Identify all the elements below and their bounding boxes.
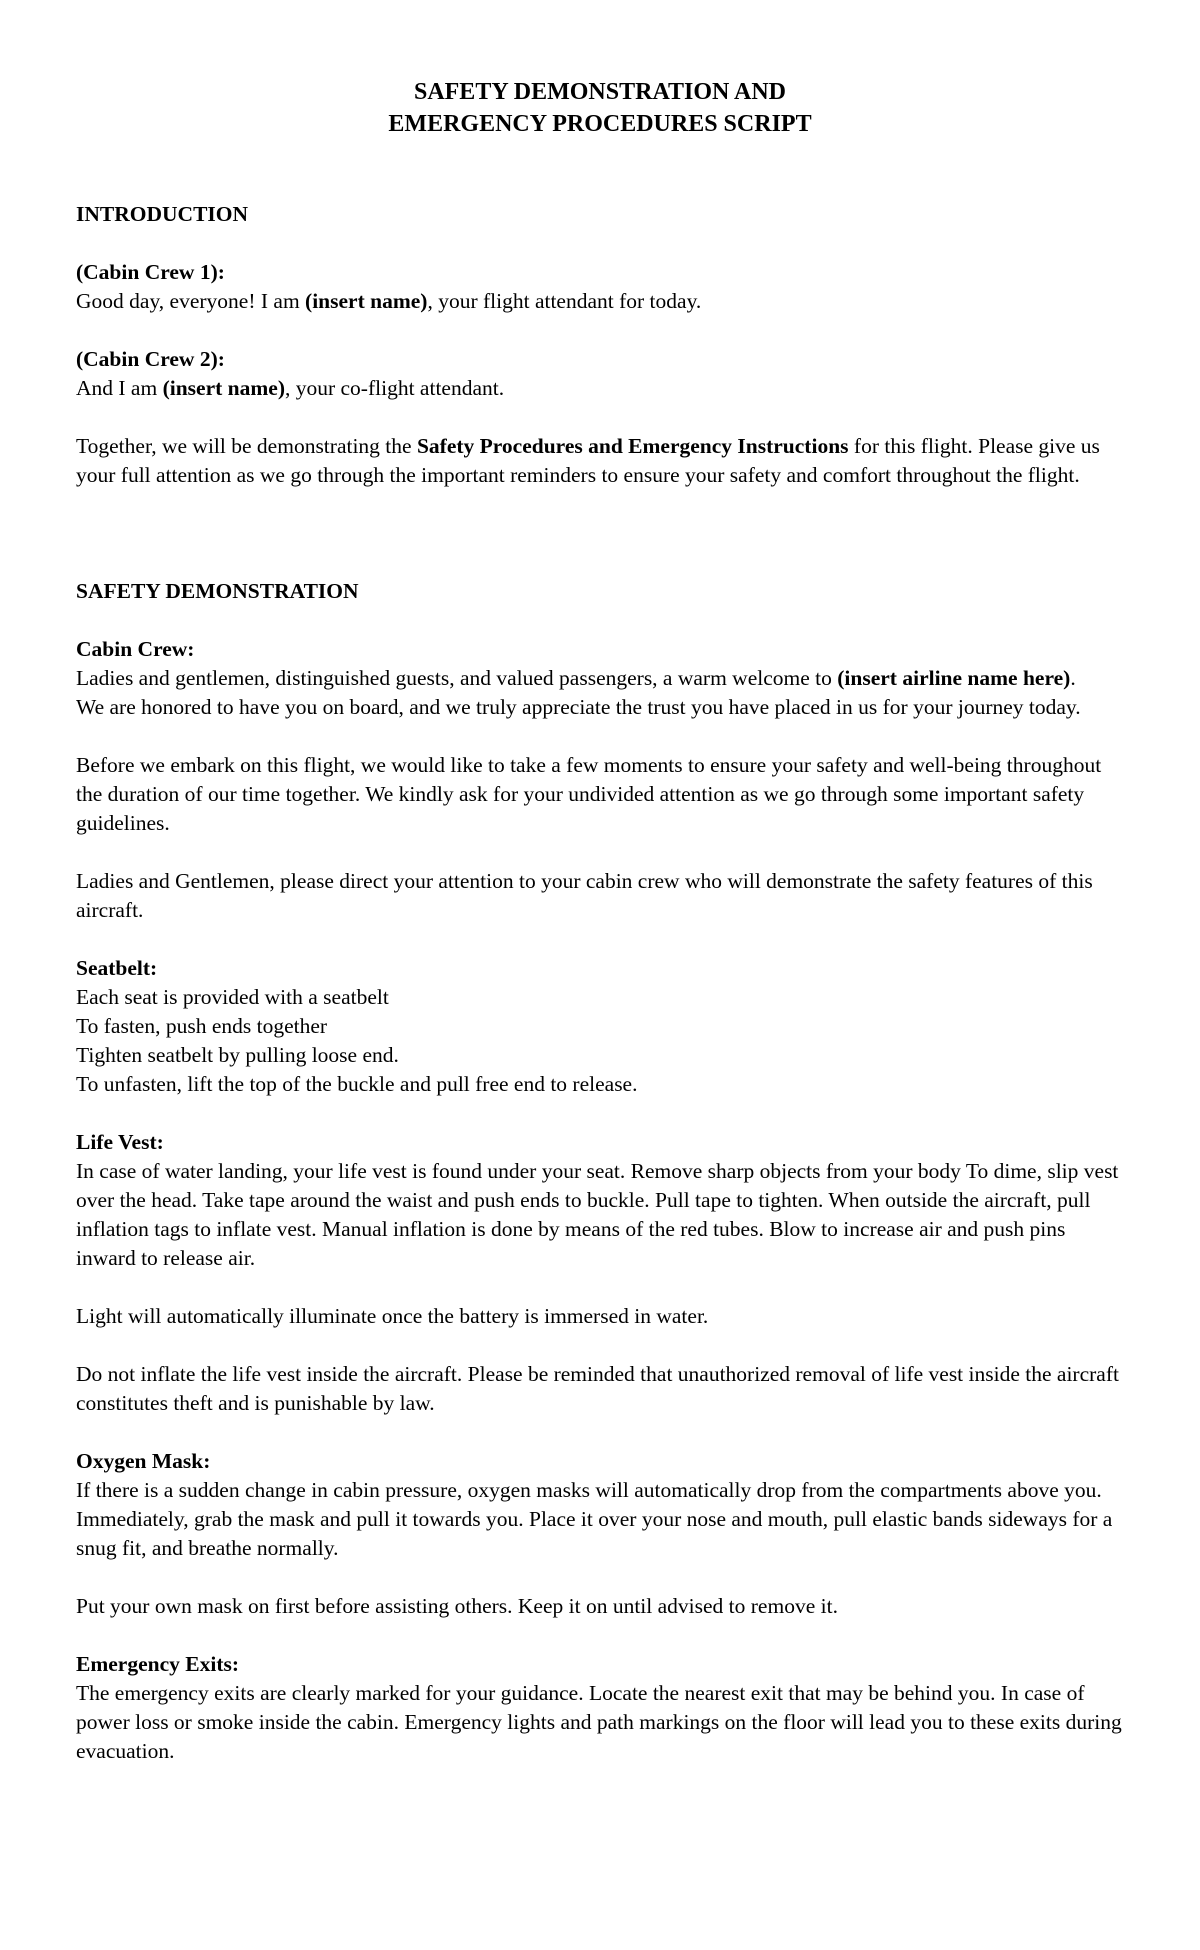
seatbelt-line: Each seat is provided with a seatbelt xyxy=(76,985,389,1009)
emergency-exits-heading: Emergency Exits: xyxy=(76,1652,240,1676)
seatbelt-heading: Seatbelt: xyxy=(76,956,158,980)
before-embark-paragraph: Before we embark on this flight, we would like to take a few moments to ensure your safety and well-being throughout the duration of our time together. We kindly ask for your undivided attention as we go through some important safety guidelines. xyxy=(76,753,1102,835)
document-title xyxy=(76,76,1124,140)
cabin-crew-2-label: (Cabin Crew 2): xyxy=(76,347,225,371)
seatbelt-line: Tighten seatbelt by pulling loose end. xyxy=(76,1043,399,1067)
cabin-crew-2-line xyxy=(76,374,1124,403)
together-text-b: for this flight. Please give us your full attention as we go through the important reminders to ensure your safety and comfort throughout the flight. xyxy=(76,434,1100,487)
safety-demonstration-section xyxy=(76,577,1124,1766)
life-vest-warning: Do not inflate the life vest inside the aircraft. Please be reminded that unauthorized removal of life vest inside the aircraft constitutes theft and is punishable by law. xyxy=(76,1362,1119,1415)
seatbelt-subsection xyxy=(76,954,1124,1099)
emergency-exits-instructions: The emergency exits are clearly marked for your guidance. Locate the nearest exit that may be behind you. In case of power loss or smoke inside the cabin. Emergency lights and path markings on the floor will lead you to these exits during evacuation. xyxy=(76,1681,1122,1763)
life-vest-heading: Life Vest: xyxy=(76,1130,164,1154)
life-vest-light-note: Light will automatically illuminate once the battery is immersed in water. xyxy=(76,1304,709,1328)
title-line-1: SAFETY DEMONSTRATION AND xyxy=(413,79,787,105)
oxygen-mask-note: Put your own mask on first before assisting others. Keep it on until advised to remove it. xyxy=(76,1594,838,1618)
insert-airline-name: (insert airline name here) xyxy=(837,666,1071,690)
introduction-section xyxy=(76,200,1124,490)
safety-demonstration-heading: SAFETY DEMONSTRATION xyxy=(76,579,359,603)
crew2-text-a: And I am xyxy=(76,376,163,400)
crew2-text-b: , your co-flight attendant. xyxy=(284,376,505,400)
welcome-paragraph xyxy=(76,664,1124,693)
life-vest-subsection xyxy=(76,1128,1124,1418)
crew1-text-b: , your flight attendant for today. xyxy=(427,289,702,313)
oxygen-mask-instructions: If there is a sudden change in cabin pressure, oxygen masks will automatically drop from the compartments above you. Immediately, grab the mask and pull it towards you. Place it over your nose and mouth, pull elastic bands sideways for a snug fit, and breathe normally. xyxy=(76,1478,1113,1560)
introduction-heading: INTRODUCTION xyxy=(76,202,249,226)
welcome-text-b: . xyxy=(1070,666,1076,690)
honored-paragraph: We are honored to have you on board, and we truly appreciate the trust you have placed in us for your journey today. xyxy=(76,695,1081,719)
oxygen-mask-subsection xyxy=(76,1447,1124,1621)
emergency-exits-subsection xyxy=(76,1650,1124,1766)
crew2-insert-name: (insert name) xyxy=(162,376,285,400)
crew1-insert-name: (insert name) xyxy=(305,289,428,313)
direct-attention-paragraph: Ladies and Gentlemen, please direct your attention to your cabin crew who will demonstrate the safety features of this aircraft. xyxy=(76,869,1093,922)
oxygen-mask-heading: Oxygen Mask: xyxy=(76,1449,211,1473)
cabin-crew-1-line xyxy=(76,287,1124,316)
welcome-text-a: Ladies and gentlemen, distinguished guests, and valued passengers, a warm welcome to xyxy=(76,666,838,690)
crew1-text-a: Good day, everyone! I am xyxy=(76,289,306,313)
safety-procedures-emphasis: Safety Procedures and Emergency Instructions xyxy=(416,434,849,458)
together-paragraph xyxy=(76,432,1124,490)
life-vest-instructions: In case of water landing, your life vest is found under your seat. Remove sharp objects from your body To dime, slip vest over the head. Take tape around the waist and push ends to buckle. Pull tape to tighten. When outside the aircraft, pull inflation tags to inflate vest. Manual inflation is done by means of the red tubes. Blow to increase air and push pins inward to release air. xyxy=(76,1159,1119,1270)
together-text-a: Together, we will be demonstrating the xyxy=(76,434,417,458)
seatbelt-line: To fasten, push ends together xyxy=(76,1014,328,1038)
seatbelt-line: To unfasten, lift the top of the buckle and pull free end to release. xyxy=(76,1072,638,1096)
cabin-crew-label: Cabin Crew: xyxy=(76,637,195,661)
title-line-2: EMERGENCY PROCEDURES SCRIPT xyxy=(388,111,812,137)
cabin-crew-1-label: (Cabin Crew 1): xyxy=(76,260,225,284)
